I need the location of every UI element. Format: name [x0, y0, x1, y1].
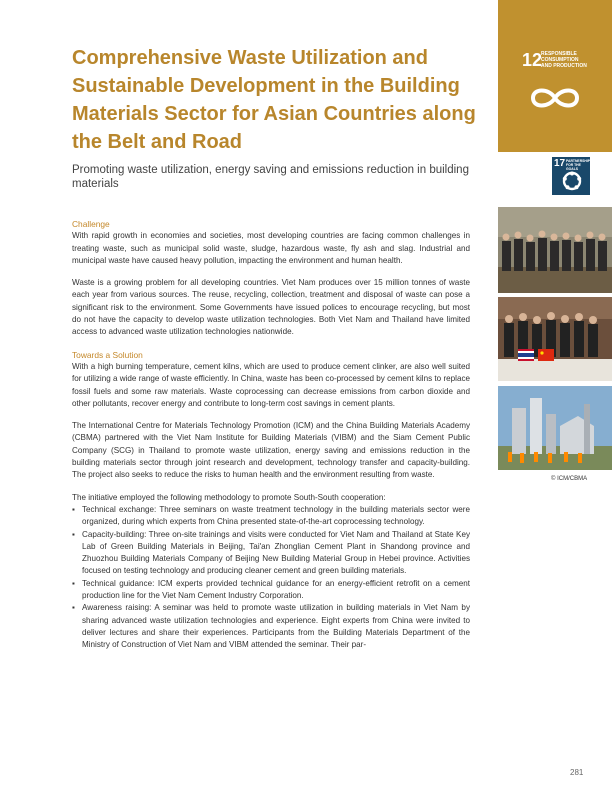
list-item: ▪ Technical guidance: ICM experts provided technical guidance for an energy-efficient retrofit on a cement production line for the Viet Nam Cement Industry Corporation. [72, 578, 470, 603]
signing-photo-image [498, 297, 612, 381]
photo-signing-ceremony [498, 297, 612, 381]
sdg12-number: 12 [522, 50, 543, 70]
list-item: ▪ Technical exchange: Three seminars on waste treatment technology in the building materials sector were organized, during which experts from China presented state-of-the-art coprocessing technology. [72, 504, 470, 529]
photo-group-meeting [498, 207, 612, 293]
challenge-paragraph-1: With rapid growth in economies and societies, most developing countries are facing common challenges in treating waste, such as municipal solid waste, sludge, hazardous waste, fly ash and slag. Industrial and municipal waste have caused heavy pollution, impacting the environment and human health. [72, 231, 470, 265]
challenge-heading: Challenge [72, 219, 110, 229]
challenge-paragraph-2: Waste is a growing problem for all developing countries. Viet Nam produces over 15 million tonnes of waste each year from various sources. The reuse, recycling, collection, treatment and disposal of waste can pose a significant risk to the environment. Some Governments have issued polices to encourage recycling, but most do not have the capacity to develop waste utilization technologies. Both Viet Nam and Thailand have limited access to advanced waste utilization technologies nationwide. [72, 278, 470, 337]
sdg17-badge [552, 157, 593, 195]
list-item: ▪ Capacity-building: Three on-site trainings and visits were conducted for Viet Nam and Thailand at State Key Lab of Green Building Materials in Beijing, Tai'an Zhonglian Cement Plant in Shandong province and Zhuozhou Building Materials Company of Beijing New Building Material Group in Hebei province. Activities focused on testing technology and producing cleaner cement and green building materials. [72, 529, 470, 578]
sdg12-label: RESPONSIBLE CONSUMPTION AND PRODUCTION [541, 51, 587, 69]
solution-heading: Towards a Solution [72, 349, 143, 360]
list-item: ▪ Awareness raising: A seminar was held to promote waste utilization in building materials in Viet Nam by sharing advanced waste utilization technologies and experience. Eight experts from China were invited to deliver lectures and share their experiences. Participants from the Building Materials Department of the Ministry of Construction of Viet Nam and VIBM attended the seminar. Their par- [72, 602, 470, 651]
article-body [72, 218, 470, 652]
photo-cement-plant [498, 386, 612, 470]
solution-paragraph-1: With a high burning temperature, cement kilns, which are used to produce cement clinker, are also well suited for utilizing a wide range of waste efficiently. In China, waste has been co-processed by cement kilns to replace fossil fuels and some raw materials. Waste coprocessing can decrease emissions from carbon dioxide and other pollutants, recover energy and contribute to long-term cost savings in cement plants. [72, 361, 470, 408]
infinity-icon [525, 84, 585, 112]
cement-plant-image [498, 386, 612, 470]
sdg17-label: PARTNERSHIPS FOR THE GOALS [566, 159, 593, 171]
page-title: Comprehensive Waste Utilization and Sustainable Development in the Building Materials Sector for Asian Countries along the Belt and Road [72, 47, 476, 153]
partnership-wheel-icon [562, 171, 582, 191]
solution-paragraph-2: The International Centre for Materials Technology Promotion (ICM) and the China Building Materials Academy (CBMA) partnered with the Viet Nam Institute for Building Materials (VIBM) and the Siam Cement Public Company (SCG) in Thailand to promote waste utilization, energy saving and emissions reduction in the building materials sector through joint research and development, technology transfer and capacity-building. The project also seeks to reduce the risks to human health and the environment resulting from waste. [72, 421, 470, 480]
solution-paragraph-3: The initiative employed the following methodology to promote South-South cooperation: [72, 492, 386, 502]
photo-credit: © ICM/CBMA [551, 476, 588, 482]
sdg17-number: 17 [554, 158, 566, 169]
group-photo-image [498, 207, 612, 293]
methodology-list [72, 504, 470, 652]
sdg12-badge [522, 50, 588, 118]
subtitle: Promoting waste utilization, energy saving and emissions reduction in building materials [72, 164, 469, 190]
page-number: 281 [570, 768, 584, 777]
